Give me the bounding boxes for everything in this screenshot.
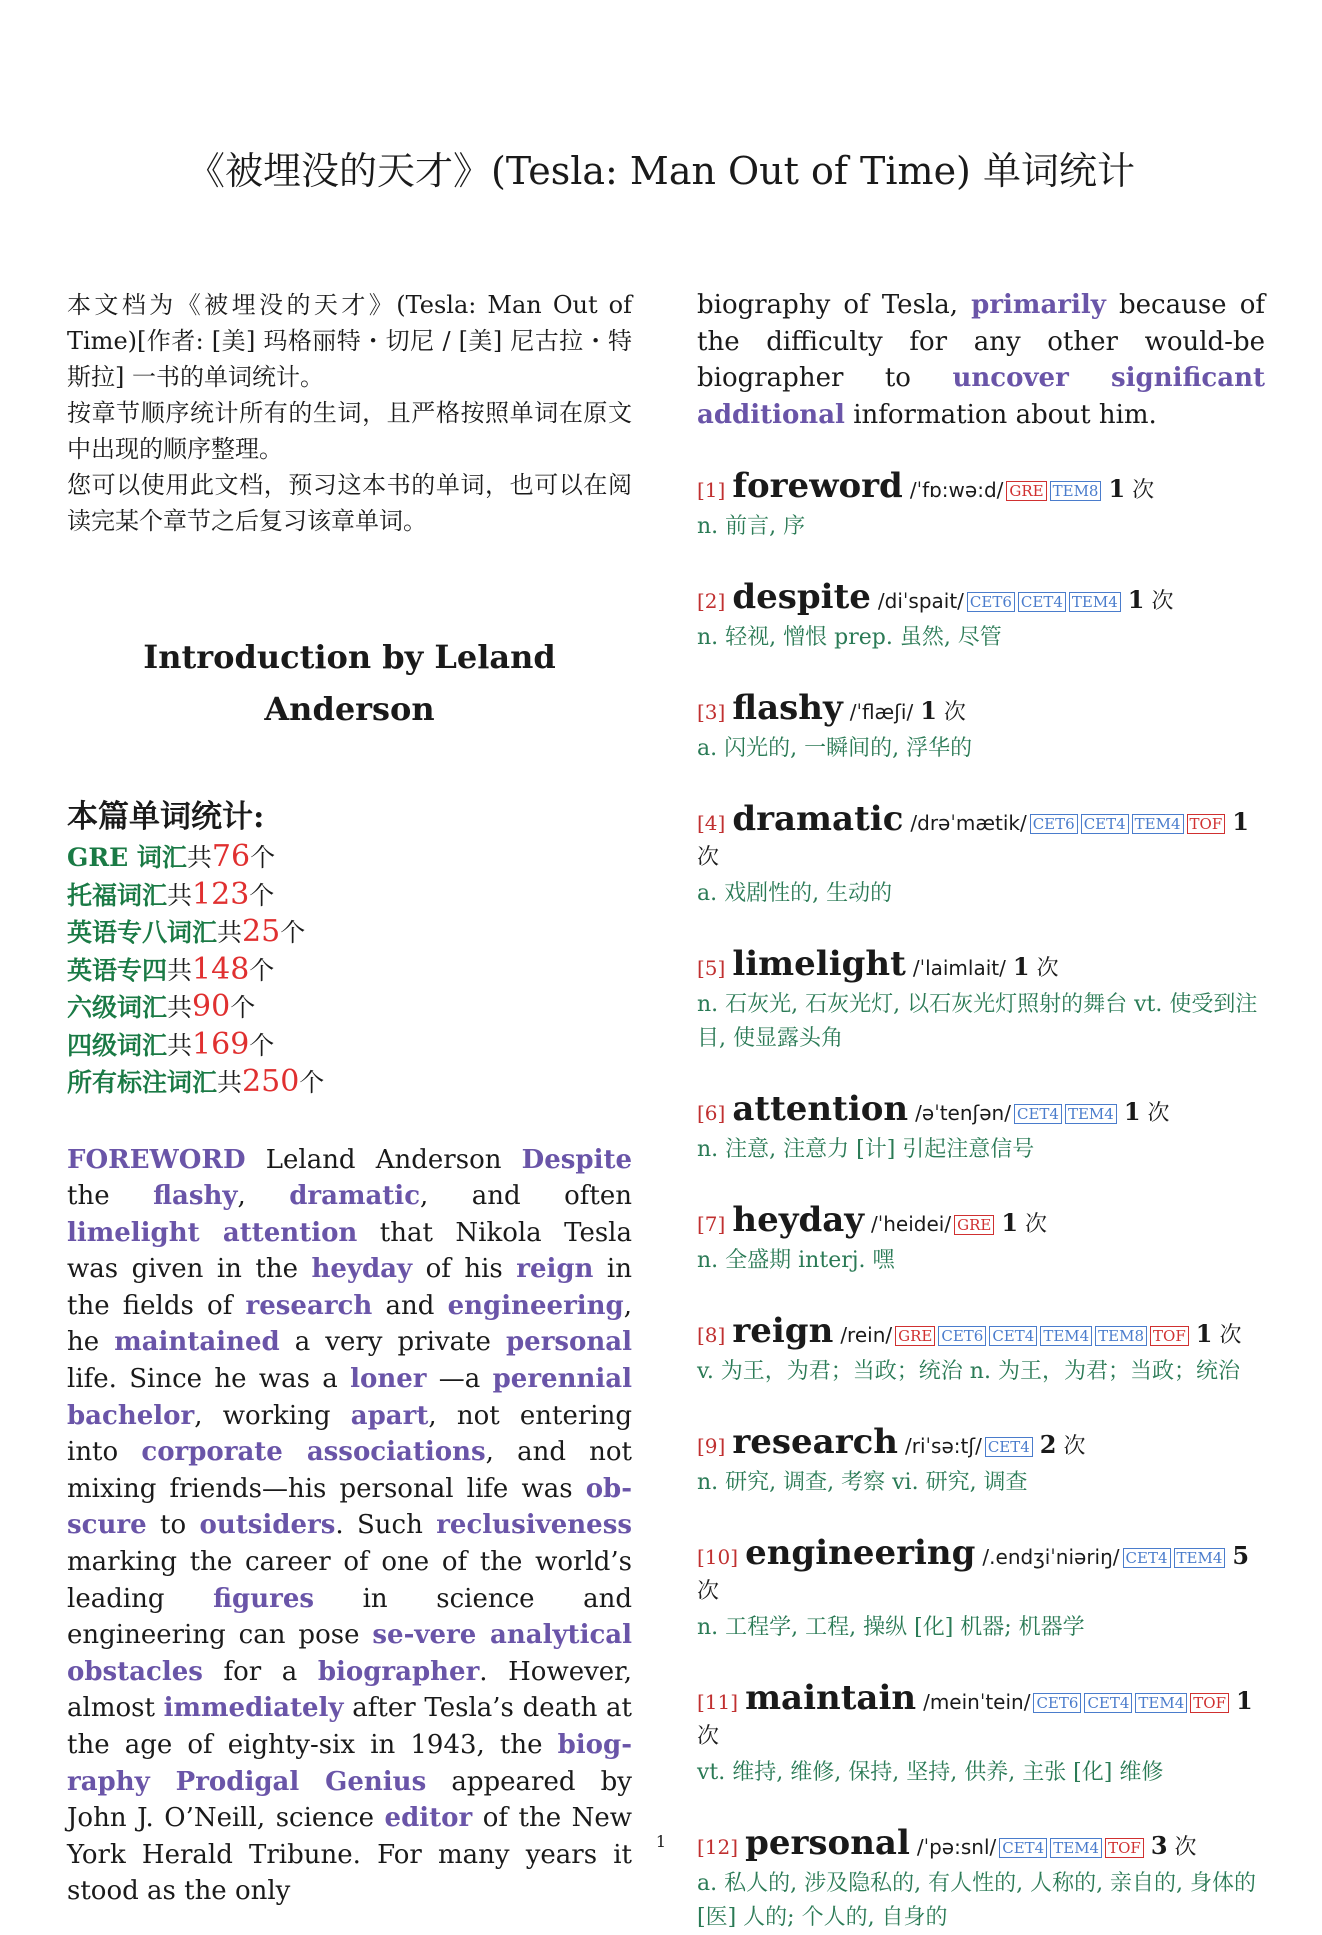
passage-run: information about him. [844,399,1157,430]
exam-tag: CET4 [1084,1693,1132,1713]
stat-row [67,877,632,915]
entry-header [697,1200,1265,1242]
exam-tag: TEM4 [1174,1548,1226,1568]
stat-unit: 个 [249,955,275,985]
intro-paragraph: 您可以使用此文档，预习这本书的单词，也可以在阅读完某个章节之后复习该章单词。 [67,471,632,535]
entry-phonetic: /ˈheidei/ [871,1212,952,1237]
entry-index: [2] [697,589,726,614]
count-number: 1 [1123,1097,1141,1127]
left-column [67,287,632,1910]
passage-run: of the New York Herald Tribune. For many years it stood as the only [67,1803,632,1907]
vocab-keyword: immediately [163,1693,344,1724]
entry-phonetic: /əˈtenʃən/ [915,1101,1011,1126]
passage-run: —a [426,1364,493,1395]
document-title: 《被埋没的天才》(Tesla: Man Out of Time) 单词统计 [187,149,1135,193]
stat-label: 英语专四 [67,955,168,985]
entry-index: [4] [697,811,726,836]
exam-tag: CET4 [1123,1548,1171,1568]
entry-count [1012,952,1059,982]
entry-definition: n. 轻视, 憎恨 prep. 虽然, 尽管 [697,625,1002,651]
passage-run: biography of Tesla, [697,290,972,320]
exam-tag: TEM4 [1069,592,1121,612]
passage-run: and [372,1290,448,1321]
passage-run: , and often [420,1181,632,1212]
entry-word: dramatic [732,799,904,840]
stat-unit: 个 [280,918,306,947]
passage-run: for a [202,1656,318,1687]
passage-run: that Nikola Tesla was given in the [67,1217,632,1285]
stat-row [67,1064,632,1102]
vocab-keyword: corporate associations [141,1437,486,1468]
entry-phonetic: /ˈpə:snl/ [916,1835,997,1860]
exam-tag: GRE [954,1215,994,1235]
vocab-entry [697,577,1265,655]
exam-tag: CET4 [1014,1104,1062,1124]
section-heading: Introduction by Leland Anderson [143,638,556,728]
count-unit: 次 [697,845,720,871]
entry-word: personal [745,1823,910,1864]
entry-index: [12] [697,1835,739,1860]
entry-count [1127,585,1174,615]
exam-tag: CET4 [1018,592,1066,612]
entry-definition: vt. 维持, 维修, 保持, 坚持, 供养, 主张 [化] 维修 [697,1760,1164,1786]
count-number: 1 [1127,585,1145,615]
stat-prefix: 共 [167,955,193,985]
stat-unit: 个 [299,1068,325,1097]
passage-run: to [146,1510,200,1541]
vocab-keyword: biog-raphy Prodigal Genius [67,1730,632,1797]
exam-tag: TOF [1187,814,1226,834]
entry-index: [10] [697,1545,739,1570]
count-unit: 次 [1151,589,1174,615]
count-number: 1 [1001,1208,1019,1238]
passage-run: , and not mixing friends—his personal life was [67,1437,632,1504]
entry-definition: n. 石灰光, 石灰光灯, 以石灰光灯照射的舞台 vt. 使受到注目, 使显露头角 [697,992,1258,1052]
entry-phonetic: /riˈsə:tʃ/ [905,1434,982,1459]
passage-run: , he [67,1290,632,1358]
entry-index: [1] [697,478,726,503]
entry-definition: v. 为王，为君；当政；统治 n. 为王，为君；当政；统治 [697,1359,1240,1385]
passage-run: Leland Anderson [245,1144,522,1175]
entry-header [697,577,1265,619]
vocab-entry [697,944,1265,1056]
vocab-entry [697,1422,1265,1500]
vocab-keyword: figures [213,1583,315,1614]
entry-phonetic: /ˈlaimlait/ [912,956,1006,981]
vocab-keyword: primarily [971,290,1106,320]
intro-paragraph: 按章节顺序统计所有的生词，且严格按照单词在原文中出现的顺序整理。 [67,399,632,463]
entry-word: heyday [732,1200,865,1241]
count-number: 1 [1232,807,1249,837]
vocab-keyword: dramatic [289,1181,421,1212]
passage-run: . Such [335,1510,437,1541]
vocab-entry [697,1533,1265,1645]
vocab-keyword: outsiders [199,1510,336,1541]
count-unit: 次 [697,1724,720,1750]
stat-count: 90 [192,989,231,1024]
entry-index: [11] [697,1690,739,1715]
entry-phonetic: /diˈspait/ [877,589,964,614]
vocab-keyword: biographer [317,1656,480,1687]
passage-run: life. Since he was a [67,1364,351,1395]
stat-row [67,839,632,877]
vocab-keyword: editor [384,1803,473,1834]
stat-count: 76 [211,839,251,874]
vocab-keyword: maintained [114,1327,280,1358]
count-unit: 次 [697,1579,720,1605]
count-number: 1 [920,696,937,726]
vocab-entry [697,1311,1265,1389]
exam-tag: TOF [1150,1326,1189,1346]
count-number: 1 [1012,952,1030,982]
entry-word: limelight [732,944,906,985]
entry-index: [3] [697,700,726,725]
stat-row [67,952,632,990]
entry-definition: n. 全盛期 interj. 嘿 [697,1248,895,1274]
vocab-entry [697,1678,1265,1790]
passage-run: . However, almost [67,1656,632,1724]
exam-tag: TOF [1105,1838,1144,1858]
stat-row [67,989,632,1027]
vocab-keyword: perennial bachelor [67,1364,632,1431]
vocab-entry [697,466,1265,544]
exam-tag: CET4 [989,1326,1037,1346]
entry-word: reign [732,1311,834,1352]
entry-definition: n. 研究, 调查, 考察 vi. 研究, 调查 [697,1470,1028,1496]
stat-unit: 个 [249,880,275,910]
exam-tag: TEM4 [1132,814,1184,834]
page-number: 1 [655,1832,667,1851]
entry-word: despite [732,577,871,618]
exam-tag: GRE [895,1326,935,1346]
entry-index: [7] [697,1212,726,1237]
entry-phonetic: /rein/ [840,1323,893,1348]
stat-prefix: 共 [217,1068,243,1097]
intro-block [67,287,632,539]
stat-prefix: 共 [167,1030,193,1060]
vocab-entry [697,799,1265,911]
count-unit: 次 [1174,1835,1197,1861]
entry-count [920,696,966,726]
passage-run: after Tesla’s death at the age of eighty-six in 1943, the [67,1693,632,1760]
entry-header [697,1089,1265,1131]
vocab-keyword: Despite [521,1144,632,1175]
exam-tag: TOF [1190,1693,1229,1713]
vocab-keyword: engineering [447,1290,624,1321]
entry-definition: a. 私人的, 涉及隐私的, 有人性的, 人称的, 亲自的, 身体的 [医] 人的; 个人的, 自身的 [697,1871,1257,1931]
vocab-keyword: personal [505,1327,632,1358]
stat-prefix: 共 [167,880,193,910]
entry-count [1108,474,1155,504]
stat-unit: 个 [230,993,256,1022]
entry-count [1039,1430,1086,1460]
vocab-keyword: reign [516,1254,594,1285]
vocab-entry [697,1200,1265,1278]
exam-tag: CET4 [1081,814,1129,834]
entry-definition: n. 注意, 注意力 [计] 引起注意信号 [697,1137,1035,1163]
vocab-keyword: loner [350,1364,427,1395]
exam-tag: TEM8 [1095,1326,1147,1346]
entry-phonetic: /.endʒiˈniəriŋ/ [982,1545,1120,1570]
vocab-keyword: FOREWORD [67,1144,246,1175]
stats-title: 本篇单词统计: [67,799,265,835]
entry-definition: n. 工程学, 工程, 操纵 [化] 机器; 机器学 [697,1615,1085,1641]
entry-header [697,688,1265,730]
count-unit: 次 [1063,1434,1086,1460]
vocab-keyword: reclusiveness [436,1510,632,1541]
entry-definition: a. 戏剧性的, 生动的 [697,881,893,907]
stat-count: 169 [192,1026,250,1062]
stat-prefix: 共 [167,993,193,1022]
intro-paragraph: 本文档为《被埋没的天才》(Tesla: Man Out of Time)[作者: [美] 玛格丽特・切尼 / [美] 尼古拉・特斯拉] 一书的单词统计。 [67,291,632,391]
entry-header [697,799,1265,875]
passage-run: the [67,1181,154,1212]
vocab-entries [697,466,1265,1935]
passage-run: in science and engineering can pose [67,1583,632,1651]
stat-label: GRE 词汇 [67,843,187,872]
vocab-keyword: apart [350,1400,429,1431]
count-unit: 次 [1036,956,1059,982]
exam-tag: GRE [1006,481,1046,501]
stat-prefix: 共 [217,918,243,947]
stat-count: 250 [242,1064,300,1099]
entry-index: [5] [697,956,726,981]
stat-count: 148 [192,951,250,987]
entry-count [1123,1097,1170,1127]
stat-label: 托福词汇 [67,880,168,910]
passage-run: , not entering into [67,1400,632,1468]
vocab-entry [697,1089,1265,1167]
entry-definition: a. 闪光的, 一瞬间的, 浮华的 [697,736,973,762]
stat-label: 所有标注词汇 [67,1068,218,1097]
stat-unit: 个 [250,843,276,872]
passage-run: appeared by John J. O’Neill, science [67,1766,632,1834]
entry-word: flashy [732,688,843,729]
vocab-keyword: ob-scure [67,1473,632,1541]
entry-word: maintain [745,1678,917,1719]
stat-label: 六级词汇 [67,993,168,1022]
entry-index: [9] [697,1434,726,1459]
entry-count [1195,1319,1242,1349]
exam-tag: TEM4 [1040,1326,1092,1346]
entry-word: engineering [745,1533,976,1574]
vocab-keyword: flashy [153,1181,238,1212]
vocab-entry [697,688,1265,766]
passage-run: a very private [279,1327,506,1358]
exam-tag: TEM8 [1050,481,1102,501]
count-number: 2 [1039,1430,1057,1460]
entry-word: attention [732,1089,909,1130]
exam-tag: TEM4 [1050,1838,1102,1858]
entry-phonetic: /drəˈmætik/ [910,811,1027,836]
entry-phonetic: /ˈflæʃi/ [849,700,914,725]
passage-text [67,1142,632,1910]
entry-header [697,466,1265,508]
passage-run: of his [412,1254,517,1285]
vocab-keyword: research [245,1290,373,1321]
passage-continued [697,287,1265,433]
entry-header [697,1533,1265,1609]
entry-header [697,1422,1265,1464]
vocab-keyword: heyday [311,1254,413,1285]
count-unit: 次 [1132,478,1155,504]
entry-index: [6] [697,1101,726,1126]
passage-run: marking the career of one of the world’s leading [67,1547,632,1614]
stat-count: 25 [242,914,281,949]
exam-tag: CET4 [999,1838,1047,1858]
count-unit: 次 [943,700,966,726]
stat-row [67,914,632,952]
stat-row [67,1027,632,1065]
entry-word: research [732,1422,899,1463]
exam-tag: TEM4 [1135,1693,1187,1713]
entry-header [697,1678,1265,1754]
stats-list [67,839,632,1102]
count-number: 1 [1108,474,1126,504]
entry-count [1001,1208,1048,1238]
passage-run: , working [194,1400,351,1431]
entry-index: [8] [697,1323,726,1348]
exam-tag: CET6 [1030,814,1078,834]
entry-header [697,1311,1265,1353]
entry-header [697,944,1265,986]
vocab-keyword: uncover significant additional [697,363,1265,430]
count-number: 5 [1232,1541,1250,1571]
count-unit: 次 [1025,1212,1048,1238]
vocab-keyword: se-vere analytical obstacles [67,1620,632,1687]
vocab-keyword: limelight attention [67,1217,358,1248]
stat-label: 四级词汇 [67,1030,168,1060]
count-number: 1 [1195,1319,1213,1349]
passage-run: in the fields of [67,1254,632,1321]
stat-count: 123 [192,876,250,912]
count-unit: 次 [1147,1101,1170,1127]
count-unit: 次 [1219,1323,1242,1349]
entry-phonetic: /ˈfɒ:wə:d/ [909,478,1004,503]
stat-label: 英语专八词汇 [67,918,218,947]
exam-tag: CET6 [1033,1693,1081,1713]
stat-prefix: 共 [186,843,212,872]
entry-definition: n. 前言, 序 [697,514,806,540]
right-column [697,287,1265,1935]
entry-word: foreword [732,466,903,507]
passage-run: because of the difficulty for any other would-be biographer to [697,290,1266,394]
exam-tag: CET4 [985,1437,1033,1457]
exam-tag: CET6 [967,592,1015,612]
count-number: 1 [1236,1686,1253,1716]
count-number: 3 [1150,1831,1168,1861]
entry-phonetic: /meinˈtein/ [923,1690,1031,1715]
passage-run: , [237,1181,290,1212]
exam-tag: TEM4 [1065,1104,1117,1124]
stat-unit: 个 [249,1030,275,1060]
exam-tag: CET6 [938,1326,986,1346]
